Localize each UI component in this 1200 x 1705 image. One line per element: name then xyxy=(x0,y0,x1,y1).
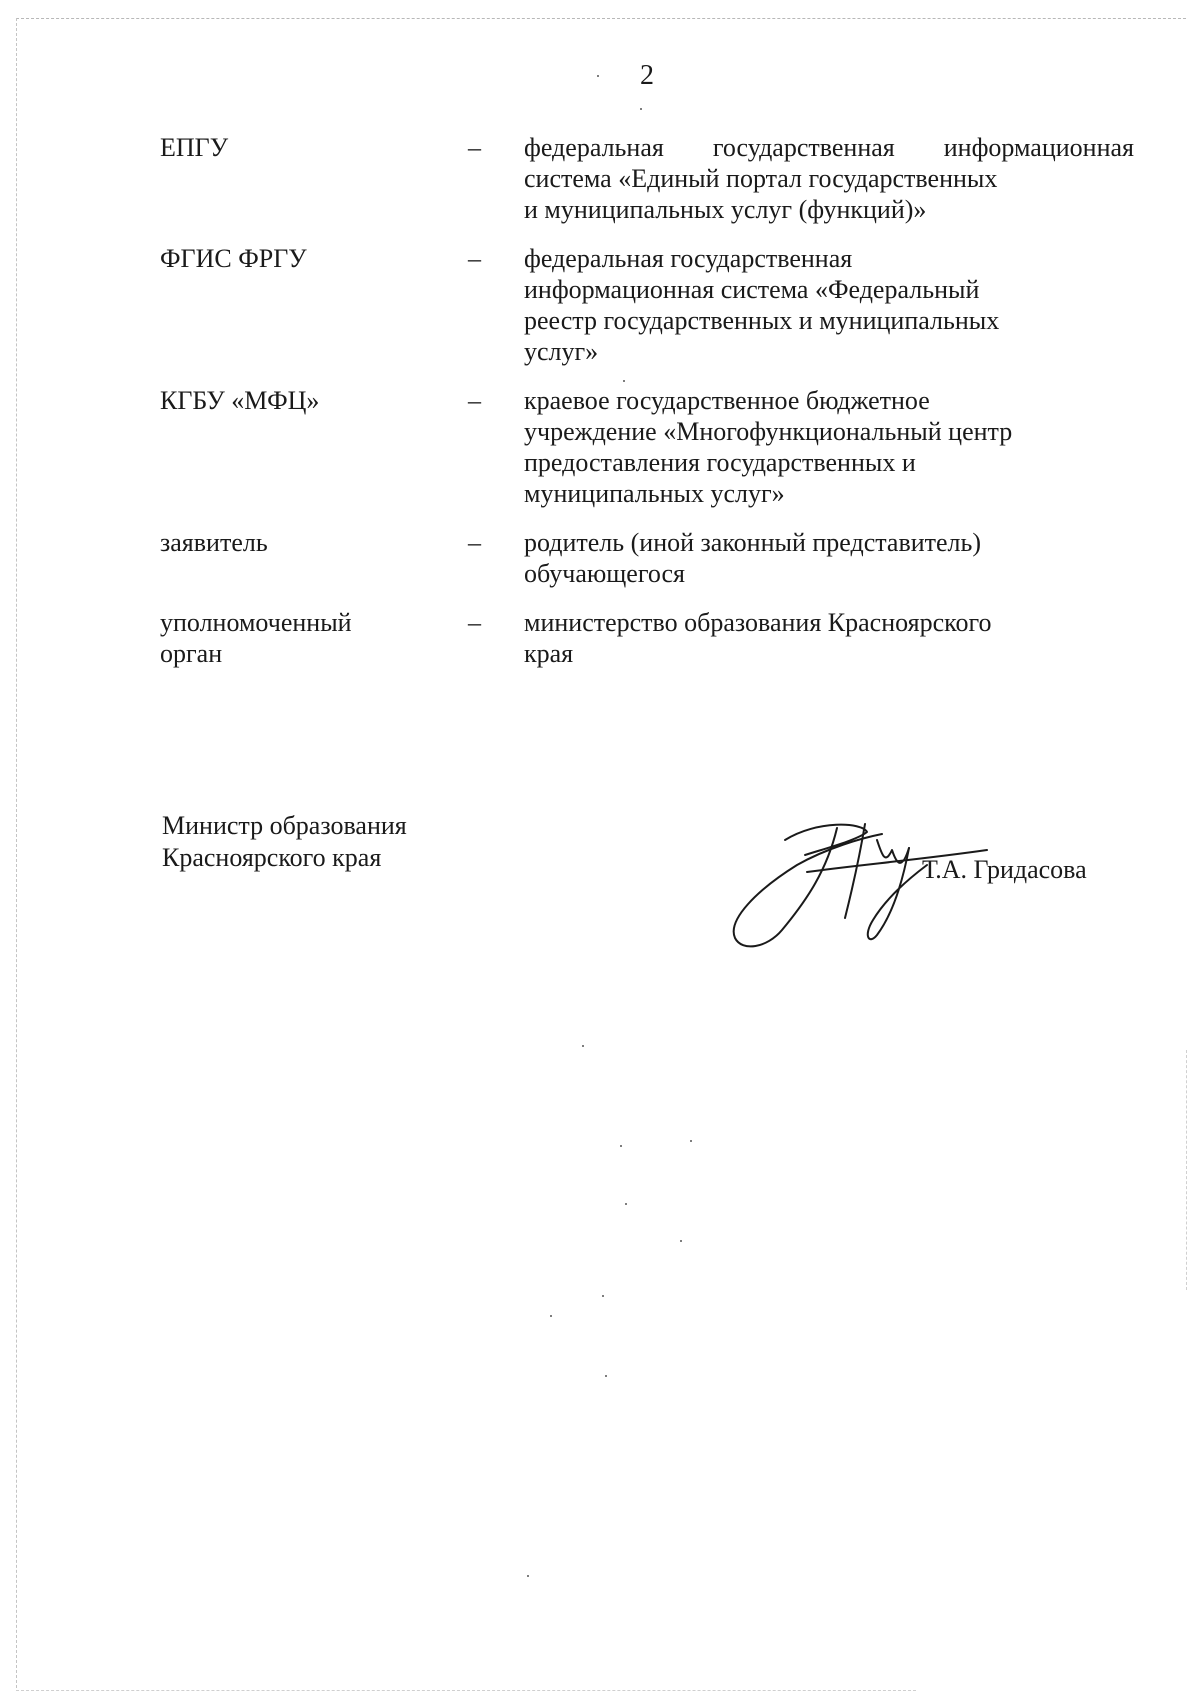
definition-row xyxy=(160,607,1140,669)
definition-term xyxy=(160,607,460,669)
definition-text xyxy=(524,132,1134,225)
definition-text-line: края xyxy=(524,639,574,668)
definition-text xyxy=(524,243,1134,367)
definition-term-line: заявитель xyxy=(160,528,268,557)
scan-edge-bottom xyxy=(16,1690,916,1691)
definition-text-line: система «Единый портал государственных xyxy=(524,164,998,193)
signatory-title-line: Красноярского края xyxy=(162,843,382,872)
scan-speck xyxy=(605,1375,607,1377)
signatory-title xyxy=(162,810,407,874)
definition-text-line: и муниципальных услуг (функций)» xyxy=(524,195,927,224)
definition-text xyxy=(524,385,1134,509)
definition-text xyxy=(524,607,1134,669)
definition-row xyxy=(160,243,1140,367)
definition-text-line: федеральная государственная информационная xyxy=(524,133,1134,162)
definition-term-line: уполномоченный xyxy=(160,608,352,637)
definition-text-line: министерство образования Красноярского xyxy=(524,608,992,637)
scan-speck xyxy=(625,1203,627,1205)
definition-text-line: муниципальных услуг» xyxy=(524,479,785,508)
signatory-name: Т.А. Гридасова xyxy=(922,855,1087,884)
scan-edge-left xyxy=(16,18,17,1688)
signature-block xyxy=(162,810,1142,950)
definition-dash: – xyxy=(468,386,481,415)
definition-term xyxy=(160,385,460,416)
scan-speck xyxy=(597,75,599,77)
scan-speck xyxy=(640,108,642,110)
scan-speck xyxy=(680,1240,682,1242)
definition-text-line: федеральная государственная xyxy=(524,244,853,273)
scan-speck xyxy=(602,1295,604,1297)
definition-term xyxy=(160,243,460,274)
definition-text-line: учреждение «Многофункциональный центр xyxy=(524,417,1013,446)
scan-speck xyxy=(582,1045,584,1047)
scan-edge-top xyxy=(16,18,1186,19)
scan-edge-right xyxy=(1186,1050,1187,1290)
definition-row xyxy=(160,385,1140,509)
signatory-title-line: Министр образования xyxy=(162,811,407,840)
definitions-list xyxy=(160,132,1140,687)
definition-dash: – xyxy=(468,133,481,162)
definition-text-line: информационная система «Федеральный xyxy=(524,275,980,304)
definition-dash: – xyxy=(468,608,481,637)
definition-text xyxy=(524,527,1134,589)
scan-speck xyxy=(690,1140,692,1142)
scan-speck xyxy=(620,1145,622,1147)
definition-row xyxy=(160,132,1140,225)
scan-speck xyxy=(527,1575,529,1577)
definition-text-line: обучающегося xyxy=(524,559,686,588)
definition-term-line: КГБУ «МФЦ» xyxy=(160,386,320,415)
definition-term xyxy=(160,527,460,558)
definition-term-line: ФГИС ФРГУ xyxy=(160,244,307,273)
definition-dash: – xyxy=(468,528,481,557)
definition-text-line: родитель (иной законный представитель) xyxy=(524,528,982,557)
definition-term-line: орган xyxy=(160,639,223,668)
definition-term xyxy=(160,132,460,163)
definition-dash: – xyxy=(468,244,481,273)
definition-term-line: ЕПГУ xyxy=(160,133,229,162)
page-number: 2 xyxy=(640,60,654,91)
definition-text-line: предоставления государственных и xyxy=(524,448,916,477)
scan-speck xyxy=(550,1315,552,1317)
definition-text-line: услуг» xyxy=(524,337,599,366)
definition-text-line: реестр государственных и муниципальных xyxy=(524,306,1000,335)
definition-row xyxy=(160,527,1140,589)
definition-text-line: краевое государственное бюджетное xyxy=(524,386,930,415)
